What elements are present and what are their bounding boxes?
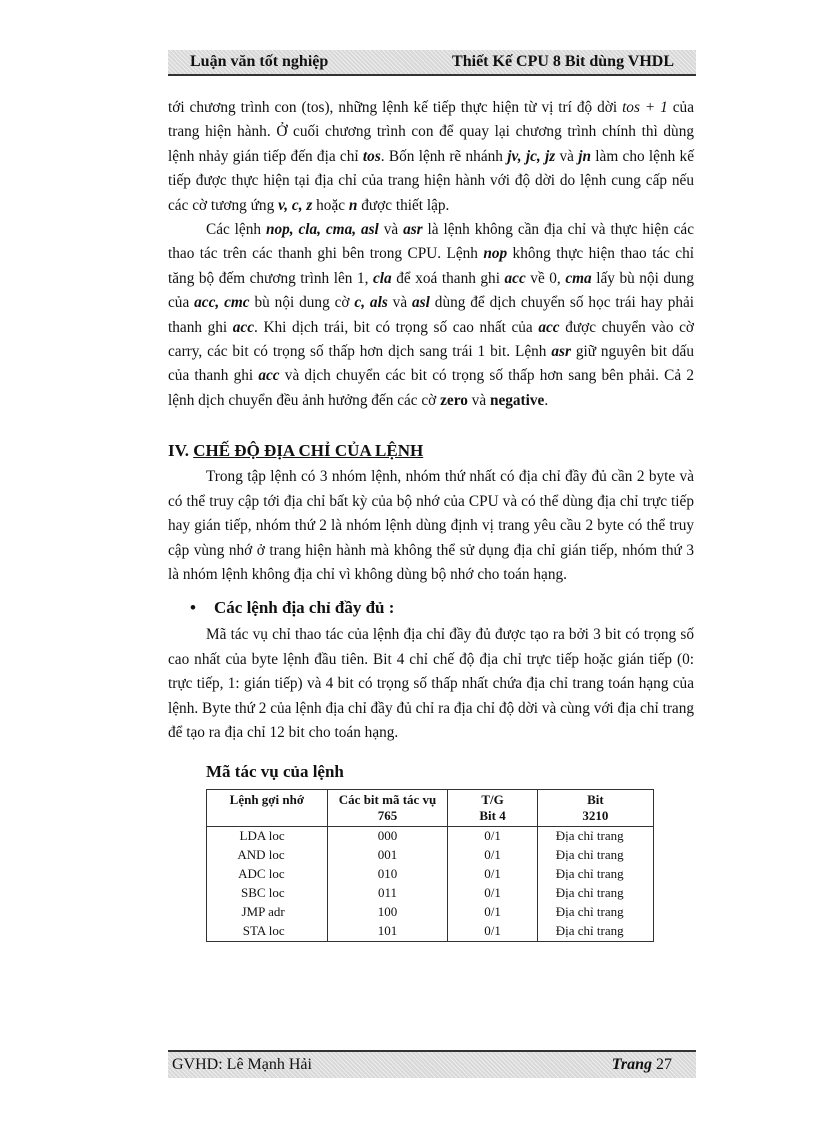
header-tg: T/G Bit 4: [448, 790, 537, 827]
table-row: SBC loc 011 0/1 Địa chỉ trang: [207, 884, 654, 903]
table-title: Mã tác vụ của lệnh: [206, 762, 344, 782]
section-heading: [168, 437, 694, 465]
table-row: JMP adr 100 0/1 Địa chỉ trang: [207, 903, 654, 922]
table-row: ADC loc 010 0/1 Địa chỉ trang: [207, 865, 654, 884]
page-footer: [168, 1050, 696, 1078]
footer-advisor: GVHD: Lê Mạnh Hải: [172, 1056, 312, 1073]
header-mnemonic: Lệnh gợi nhớ: [207, 790, 328, 827]
page-number: 27: [656, 1056, 672, 1073]
paragraph-nop-cla: Các lệnh nop, cla, cma, asl và asr là lệnh không cần địa chỉ và thực hiện các thao tác trên các thanh ghi bên trong CPU. Lệnh nop không thực hiện thao tác chỉ tăng bộ đếm chương trình lên 1, cla để xoá thanh ghi acc về 0, cma lấy bù nội dung của acc, cmc bù nội dung cờ c, als và asl dùng để dịch chuyển số học trái hay phải thanh ghi acc. Khi dịch trái, bit có trọng số cao nhất của acc được chuyển vào cờ carry, các bit có trọng số thấp hơn dịch sang trái 1 bit. Lệnh asr giữ nguyên bit dấu của thanh ghi acc và dịch chuyển các bit có trọng số thấp hơn sang bên phải. Cả 2 lệnh dịch chuyển đều ảnh hưởng đến các cờ zero và negative.: [168, 221, 695, 409]
section-number: IV.: [168, 441, 189, 461]
paragraph-tos: tới chương trình con (tos), những lệnh kế tiếp thực hiện từ vị trí độ dời tos + 1 của trang hiện hành. Ở cuối chương trình con để quay lại chương trình chính thì dùng lệnh nhảy gián tiếp đến địa chỉ tos. Bốn lệnh rẽ nhánh jv, jc, jz và jn làm cho lệnh kế tiếp được thực hiện tại địa chỉ của trang hiện hành với độ dời do lệnh cung cấp nếu các cờ tương ứng v, c, z hoặc n được thiết lập.: [168, 99, 694, 214]
page-label: Trang: [611, 1056, 652, 1073]
bullet-text: Các lệnh địa chỉ đầy đủ :: [214, 598, 395, 618]
table-row: AND loc 001 0/1 Địa chỉ trang: [207, 846, 654, 865]
header-opcode-bits: Các bit mã tác vụ 765: [327, 790, 448, 827]
page-header: [168, 50, 696, 76]
bullet-icon: •: [190, 598, 196, 618]
table-row: LDA loc 000 0/1 Địa chỉ trang: [207, 827, 654, 847]
header-right-title: Thiết Kế CPU 8 Bit dùng VHDL: [452, 53, 674, 70]
table-header-row: [207, 790, 654, 827]
opcode-table: [206, 789, 654, 942]
paragraph-full-address: Mã tác vụ chỉ thao tác của lệnh địa chỉ đầy đủ được tạo ra bởi 3 bit có trọng số cao nhất của byte lệnh đầu tiên. Bit 4 chỉ chế độ địa chỉ trực tiếp hoặc gián tiếp (0: trực tiếp, 1: gián tiếp) và 4 bit có trọng số thấp nhất chứa địa chỉ trang toán hạng của lệnh. Byte thứ 2 của lệnh địa chỉ đầy đủ chỉ ra địa chỉ độ dời và cùng với địa chỉ trang để tạo ra địa chỉ 12 bit cho toán hạng.: [168, 626, 694, 741]
table-row: STA loc 101 0/1 Địa chỉ trang: [207, 922, 654, 942]
paragraph-instruction-groups: Trong tập lệnh có 3 nhóm lệnh, nhóm thứ nhất có địa chỉ đầy đủ cần 2 byte và có thể truy cập tới địa chỉ bất kỳ của bộ nhớ của CPU và có thể dùng địa chỉ trực tiếp hay gián tiếp, nhóm thứ 2 là nhóm lệnh dùng định vị trang yêu cầu 2 byte có thể truy cập vùng nhớ ở trang hiện hành mà không thể sử dụng địa chỉ gián tiếp, nhóm thứ 3 là nhóm lệnh không địa chỉ vì không dùng bộ nhớ cho toán hạng.: [168, 468, 694, 583]
header-bit: Bit 3210: [537, 790, 653, 827]
section-title: CHẾ ĐỘ ĐỊA CHỈ CỦA LỆNH: [193, 441, 424, 461]
page-content: [168, 96, 694, 942]
header-left-title: Luận văn tốt nghiệp: [190, 53, 329, 70]
bullet-heading: [168, 593, 694, 623]
footer-page: [612, 1056, 696, 1074]
